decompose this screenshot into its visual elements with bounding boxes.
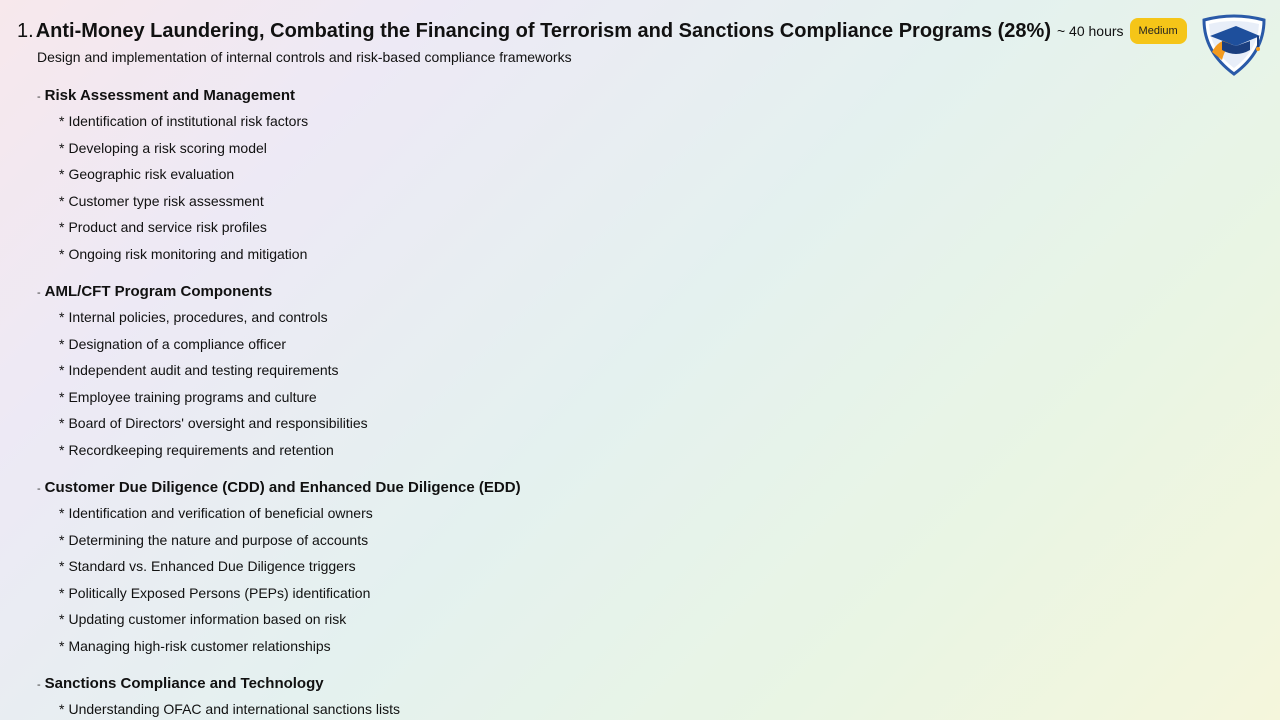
item-bullet: * [59, 166, 65, 182]
list-item-text: Understanding OFAC and international sanctions lists [68, 701, 400, 717]
list-item-text: Identification of institutional risk factors [68, 113, 309, 129]
list-item [59, 609, 521, 636]
module-title: Anti-Money Laundering, Combating the Financing of Terrorism and Sanctions Compliance Programs (28%) [35, 19, 1051, 42]
topic-sections [37, 85, 521, 720]
list-item [59, 503, 521, 530]
list-item-text: Board of Directors' oversight and responsibilities [68, 415, 368, 431]
section-title: Sanctions Compliance and Technology [44, 675, 324, 692]
item-bullet: * [59, 113, 65, 129]
module-header [17, 18, 1187, 44]
section-header [37, 85, 521, 107]
section-header [37, 477, 521, 499]
list-item-text: Politically Exposed Persons (PEPs) identification [68, 584, 371, 601]
list-item-text: Recordkeeping requirements and retention [68, 441, 334, 458]
list-item-text: Determining the nature and purpose of accounts [68, 531, 369, 548]
section-header [37, 673, 521, 695]
list-item [59, 556, 521, 583]
list-item-text: Product and service risk profiles [68, 219, 267, 235]
item-bullet: * [59, 139, 65, 156]
module-hours: ~ 40 hours [1056, 23, 1124, 39]
item-bullet: * [59, 701, 65, 717]
topic-section [37, 85, 521, 270]
difficulty-badge: Medium [1130, 18, 1187, 44]
list-item [59, 334, 521, 361]
module-subtitle: Design and implementation of internal controls and risk-based compliance frameworks [37, 49, 572, 65]
item-bullet: * [59, 388, 65, 405]
item-bullet: * [59, 584, 65, 601]
list-item [59, 191, 521, 218]
item-bullet: * [59, 441, 65, 458]
section-bullet: - [37, 287, 41, 299]
list-item-text: Employee training programs and culture [68, 388, 317, 405]
section-bullet: - [37, 483, 41, 495]
item-bullet: * [59, 245, 65, 262]
list-item [59, 307, 521, 334]
list-item-text: Internal policies, procedures, and controls [68, 309, 328, 325]
topic-section [37, 673, 521, 720]
list-item [59, 360, 521, 387]
list-item [59, 583, 521, 610]
item-bullet: * [59, 611, 65, 627]
list-item-text: Developing a risk scoring model [68, 139, 267, 156]
section-item-list [59, 699, 521, 720]
section-item-list [59, 307, 521, 466]
list-item-text: Geographic risk evaluation [68, 166, 235, 182]
item-bullet: * [59, 192, 65, 209]
item-bullet: * [59, 531, 65, 548]
list-item [59, 164, 521, 191]
list-item [59, 636, 521, 663]
section-item-list [59, 503, 521, 662]
list-item [59, 217, 521, 244]
graduation-cap-shield-logo [1198, 14, 1270, 76]
list-item [59, 699, 521, 720]
section-bullet: - [37, 91, 41, 103]
list-item [59, 413, 521, 440]
item-bullet: * [59, 505, 65, 521]
section-header [37, 281, 521, 303]
topic-section [37, 477, 521, 662]
item-bullet: * [59, 558, 65, 574]
list-item [59, 387, 521, 414]
list-item [59, 111, 521, 138]
list-item-text: Designation of a compliance officer [68, 335, 287, 352]
section-title: Risk Assessment and Management [44, 87, 296, 104]
section-title: AML/CFT Program Components [44, 283, 273, 300]
list-item-text: Updating customer information based on risk [68, 611, 347, 627]
list-item [59, 138, 521, 165]
list-item-text: Standard vs. Enhanced Due Diligence triggers [68, 558, 356, 574]
list-item [59, 530, 521, 557]
list-item-text: Identification and verification of beneficial owners [68, 505, 373, 521]
item-bullet: * [59, 309, 65, 325]
item-bullet: * [59, 415, 65, 431]
list-item [59, 440, 521, 467]
section-item-list [59, 111, 521, 270]
list-item-text: Ongoing risk monitoring and mitigation [68, 245, 308, 262]
section-title: Customer Due Diligence (CDD) and Enhanced Due Diligence (EDD) [44, 479, 521, 496]
section-bullet: - [37, 679, 41, 691]
list-item-text: Customer type risk assessment [68, 192, 264, 209]
item-bullet: * [59, 219, 65, 235]
item-bullet: * [59, 637, 65, 654]
item-bullet: * [59, 362, 65, 378]
list-item [59, 244, 521, 271]
topic-section [37, 281, 521, 466]
module-number: 1. [17, 19, 34, 42]
list-item-text: Managing high-risk customer relationships [68, 637, 331, 654]
list-item-text: Independent audit and testing requirements [68, 362, 339, 378]
item-bullet: * [59, 335, 65, 352]
